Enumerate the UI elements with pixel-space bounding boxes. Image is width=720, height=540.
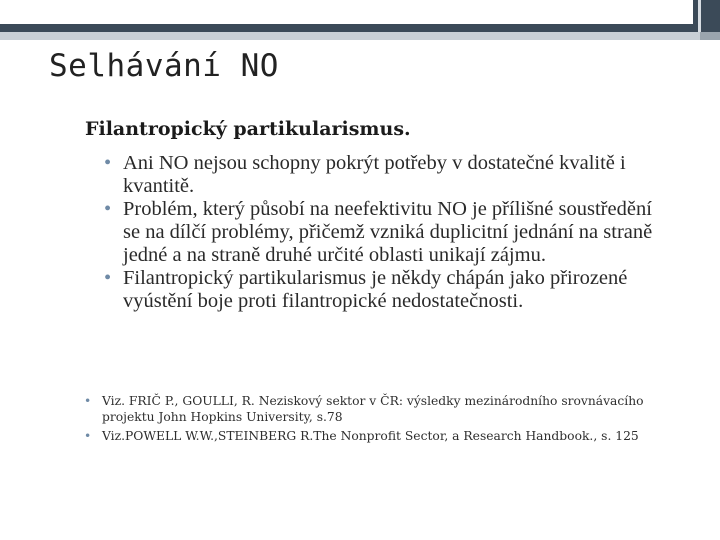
bullet-icon: • <box>84 429 92 443</box>
bullet-list <box>101 152 661 313</box>
bullet-text: Ani NO nejsou schopny pokrýt potřeby v dostatečné kvalitě i kvantitě. <box>123 152 626 197</box>
bullet-icon: • <box>84 394 92 408</box>
header-bar-corner-stripe <box>698 0 701 32</box>
bullet-icon: • <box>104 152 112 174</box>
header-bar-dark <box>0 24 693 32</box>
reference-list <box>82 393 672 447</box>
slide-heading: Filantropický partikularismus. <box>85 118 411 140</box>
header-bar-light-corner <box>700 32 720 40</box>
header-bar-light <box>0 32 720 40</box>
slide-title: Selhávání NO <box>49 48 279 84</box>
bullet-icon: • <box>104 267 112 289</box>
reference-text: Viz. FRIČ P., GOULLI, R. Neziskový sektor v ČR: výsledky mezinárodního srovnávacího projektu John Hopkins University, s.78 <box>102 394 644 424</box>
bullet-item <box>101 198 661 267</box>
bullet-item <box>101 267 661 313</box>
bullet-text: Problém, který působí na neefektivitu NO je přílišné soustředění se na dílčí problémy, přičemž vzniká duplicitní jednání na straně jedné a na straně druhé určité oblasti unikají zájmu. <box>123 198 653 266</box>
bullet-icon: • <box>104 198 112 220</box>
reference-item <box>82 393 672 425</box>
reference-item <box>82 428 672 444</box>
bullet-item <box>101 152 661 198</box>
bullet-text: Filantropický partikularismus je někdy chápán jako přirozené vyústění boje proti filantropické nedostatečnosti. <box>123 267 628 312</box>
reference-text: Viz.POWELL W.W.,STEINBERG R.The Nonprofit Sector, a Research Handbook., s. 125 <box>102 429 639 443</box>
